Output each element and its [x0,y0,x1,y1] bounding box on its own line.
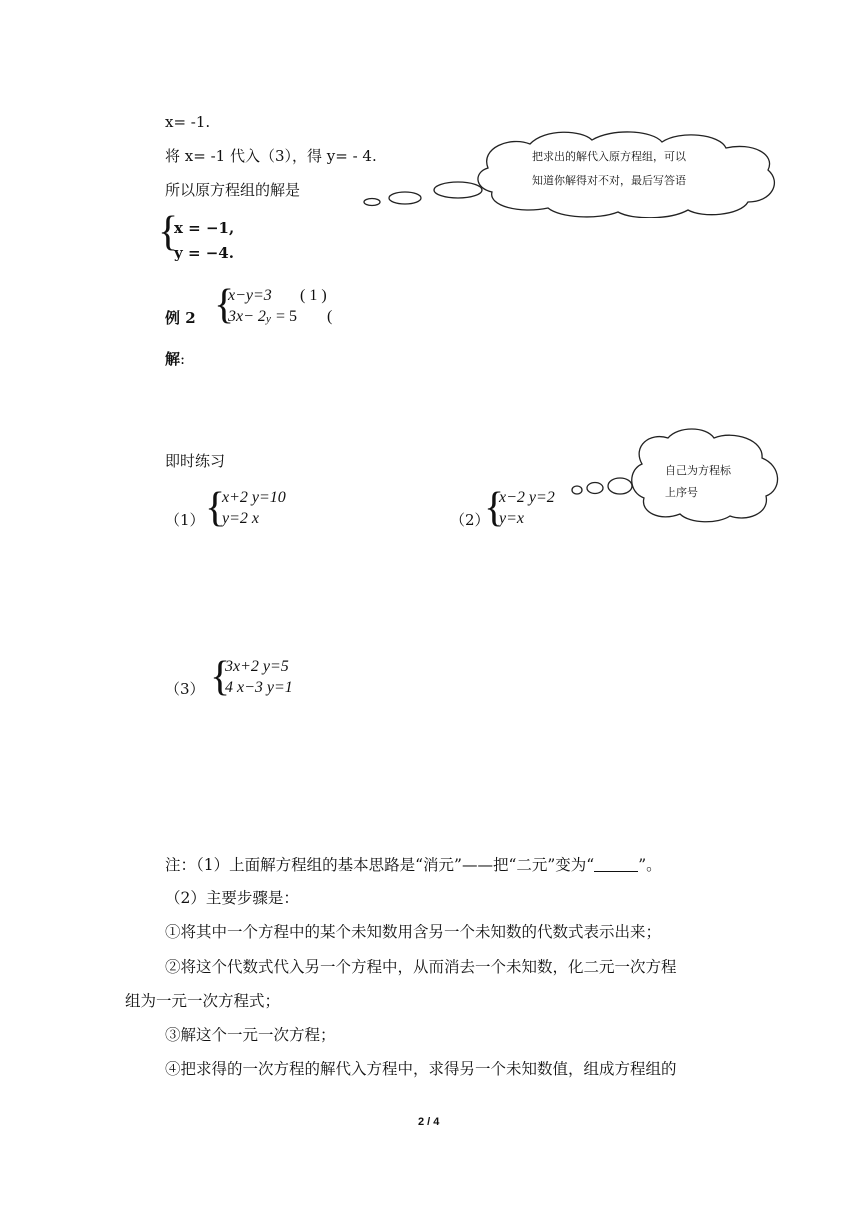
practice-2-eq2: y=x [499,510,524,527]
page-number: 2 / 4 [418,1116,440,1128]
bubble-large-line1: 把求出的解代入原方程组，可以 [532,150,686,163]
step-1: ①将其中一个方程中的某个未知数用含另一个未知数的代数式表示出来； [165,923,662,941]
practice-3-label: （3） [165,680,205,698]
bubble-small-line1: 自己为方程标 [665,464,731,477]
note-1: 注：（1）上面解方程组的基本思路是“消元”——把“二元”变为“ ”。 [165,856,662,874]
practice-2-eq1: x−2 y=2 [499,489,555,506]
note-2: （2）主要步骤是： [165,889,299,907]
step-2b: 组为一元一次方程式； [125,992,281,1010]
practice-3-eq2: 4 x−3 y=1 [225,679,293,696]
practice-3-brace: { [210,654,231,700]
practice-1-label: （1） [165,511,205,529]
example2-brace: { [214,282,235,328]
practice-3-eq1: 3x+2 y=5 [225,658,289,675]
practice-2-brace: { [484,485,505,531]
example2-eq2-small: y [266,313,271,325]
fill-in-blank [594,856,638,872]
solution-label: 解: [165,350,186,368]
substitute-line: 将 x= -1 代入（3），得 y= - 4. [165,147,377,165]
example2-eq1-tag: ( 1 ) [300,287,327,304]
practice-1-eq1: x+2 y=10 [222,489,286,506]
step-3: ③解这个一元一次方程； [165,1026,336,1044]
therefore-line: 所以原方程组的解是 [165,181,301,199]
step-2a: ②将这个代数式代入另一个方程中，从而消去一个未知数，化二元一次方程 [165,958,677,976]
answer-eq1: x = −1, [174,219,235,237]
example2-label: 例 2 [165,309,196,327]
example2-eq2-tag: ( [327,308,333,325]
practice-1-brace: { [205,485,226,531]
answer-eq2: y = −4. [174,244,234,262]
practice-1-eq2: y=2 x [222,510,259,527]
x-value-line: x= -1. [165,113,211,131]
example2-eq1: x−y=3 [228,287,272,304]
answer-brace: { [158,209,179,255]
bubble-small-line2: 上序号 [665,486,698,499]
example2-eq2-left: 3x− 2 [228,308,266,325]
bubble-large-line2: 知道你解得对不对，最后写答语 [532,174,686,187]
practice-title: 即时练习 [165,452,226,470]
step-4: ④把求得的一次方程的解代入方程中，求得另一个未知数值，组成方程组的 [165,1060,677,1078]
example2-eq2-right: = 5 [276,308,298,325]
practice-2-label: （2） [450,511,490,529]
